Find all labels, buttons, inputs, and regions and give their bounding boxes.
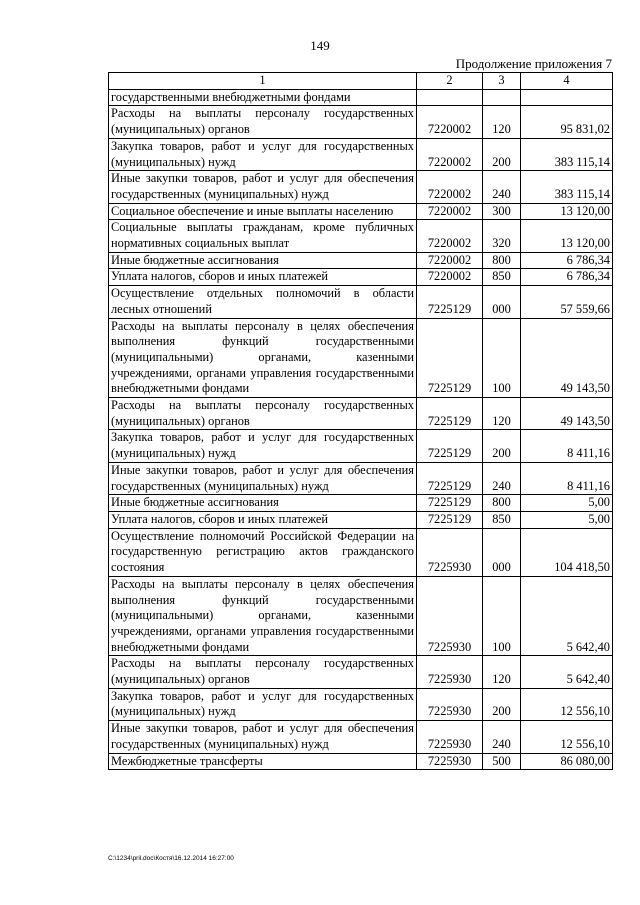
sum-cell: 8 411,16 [521,462,613,494]
name-cell: Расходы на выплаты персоналу государственных (муниципальных) органов [109,656,417,688]
header-cell-sum: 4 [521,73,613,90]
table-row [109,753,613,770]
type-cell: 500 [483,753,521,770]
table-row [109,89,613,106]
table-row [109,576,613,656]
table-row [109,430,613,462]
page-number: 149 [310,38,330,53]
type-cell: 850 [483,269,521,286]
code-cell: 7225129 [417,286,483,318]
sum-cell: 383 115,14 [521,138,613,170]
type-cell: 200 [483,138,521,170]
name-cell: Расходы на выплаты персоналу государственных (муниципальных) органов [109,106,417,138]
code-cell: 7225930 [417,753,483,770]
header-cell-name: 1 [109,73,417,90]
continuation-label: Продолжение приложения 7 [455,56,612,71]
code-cell: 7225930 [417,688,483,720]
name-cell: Иные закупки товаров, работ и услуг для обеспечения государственных (муниципальных) нужд [109,721,417,753]
name-cell: Осуществление отдельных полномочий в области лесных отношений [109,286,417,318]
code-cell: 7220002 [417,171,483,203]
name-cell: государственными внебюджетными фондами [109,89,417,106]
type-cell: 120 [483,656,521,688]
sum-cell: 57 559,66 [521,286,613,318]
budget-table [108,72,613,770]
code-cell: 7225129 [417,511,483,528]
sum-cell: 95 831,02 [521,106,613,138]
name-cell: Социальное обеспечение и иные выплаты населению [109,203,417,220]
sum-cell: 6 786,34 [521,252,613,269]
table-header-row [109,73,613,90]
table-row [109,269,613,286]
sum-cell: 86 080,00 [521,753,613,770]
name-cell: Уплата налогов, сборов и иных платежей [109,511,417,528]
type-cell: 200 [483,688,521,720]
name-cell: Иные закупки товаров, работ и услуг для обеспечения государственных (муниципальных) нужд [109,462,417,494]
code-cell: 7220002 [417,138,483,170]
table-row [109,171,613,203]
code-cell: 7225129 [417,398,483,430]
type-cell: 120 [483,398,521,430]
type-cell: 800 [483,252,521,269]
table-row [109,106,613,138]
table-row [109,203,613,220]
type-cell: 800 [483,495,521,512]
code-cell [417,89,483,106]
sum-cell: 13 120,00 [521,203,613,220]
code-cell: 7220002 [417,220,483,252]
type-cell: 200 [483,430,521,462]
code-cell: 7220002 [417,269,483,286]
type-cell: 320 [483,220,521,252]
name-cell: Закупка товаров, работ и услуг для государственных (муниципальных) нужд [109,430,417,462]
type-cell: 240 [483,171,521,203]
name-cell: Закупка товаров, работ и услуг для государственных (муниципальных) нужд [109,138,417,170]
code-cell: 7225129 [417,318,483,398]
sum-cell: 6 786,34 [521,269,613,286]
code-cell: 7225930 [417,656,483,688]
name-cell: Расходы на выплаты персоналу в целях обеспечения выполнения функций государственными (муниципальными) органами, казенными учреждениями, органами управления государственными внебюджетными фондами [109,576,417,656]
table-row [109,138,613,170]
name-cell: Социальные выплаты гражданам, кроме публичных нормативных социальных выплат [109,220,417,252]
code-cell: 7225930 [417,528,483,576]
name-cell: Расходы на выплаты персоналу государственных (муниципальных) органов [109,398,417,430]
type-cell: 100 [483,318,521,398]
table-row [109,511,613,528]
code-cell: 7225930 [417,721,483,753]
name-cell: Расходы на выплаты персоналу в целях обеспечения выполнения функций государственными (муниципальными) органами, казенными учреждениями, органами управления государственными внебюджетными фондами [109,318,417,398]
table-row [109,220,613,252]
name-cell: Уплата налогов, сборов и иных платежей [109,269,417,286]
type-cell: 120 [483,106,521,138]
sum-cell: 12 556,10 [521,721,613,753]
name-cell: Осуществление полномочий Российской Федерации на государственную регистрацию актов гражданского состояния [109,528,417,576]
type-cell [483,89,521,106]
sum-cell: 8 411,16 [521,430,613,462]
code-cell: 7220002 [417,203,483,220]
code-cell: 7225129 [417,430,483,462]
code-cell: 7225129 [417,462,483,494]
header-cell-code: 2 [417,73,483,90]
sum-cell: 49 143,50 [521,318,613,398]
name-cell: Иные закупки товаров, работ и услуг для обеспечения государственных (муниципальных) нужд [109,171,417,203]
sum-cell: 13 120,00 [521,220,613,252]
code-cell: 7220002 [417,106,483,138]
table-row [109,721,613,753]
table-row [109,462,613,494]
table-row [109,286,613,318]
table-row [109,398,613,430]
sum-cell: 5,00 [521,495,613,512]
type-cell: 300 [483,203,521,220]
table-row [109,318,613,398]
sum-cell: 104 418,50 [521,528,613,576]
code-cell: 7225930 [417,576,483,656]
type-cell: 000 [483,528,521,576]
table-row [109,528,613,576]
sum-cell [521,89,613,106]
sum-cell: 5 642,40 [521,656,613,688]
sum-cell: 383 115,14 [521,171,613,203]
name-cell: Закупка товаров, работ и услуг для государственных (муниципальных) нужд [109,688,417,720]
sum-cell: 49 143,50 [521,398,613,430]
type-cell: 000 [483,286,521,318]
sum-cell: 5,00 [521,511,613,528]
code-cell: 7220002 [417,252,483,269]
type-cell: 850 [483,511,521,528]
header-cell-type: 3 [483,73,521,90]
name-cell: Иные бюджетные ассигнования [109,495,417,512]
table-body [109,73,613,770]
type-cell: 240 [483,721,521,753]
table-row [109,688,613,720]
sum-cell: 5 642,40 [521,576,613,656]
table-row [109,252,613,269]
table-row [109,495,613,512]
table-row [109,656,613,688]
type-cell: 240 [483,462,521,494]
sum-cell: 12 556,10 [521,688,613,720]
type-cell: 100 [483,576,521,656]
name-cell: Иные бюджетные ассигнования [109,252,417,269]
file-path-footer: C:\1234\pril.doc\Костя\16.12.2014 16:27:00 [108,855,234,862]
name-cell: Межбюджетные трансферты [109,753,417,770]
code-cell: 7225129 [417,495,483,512]
